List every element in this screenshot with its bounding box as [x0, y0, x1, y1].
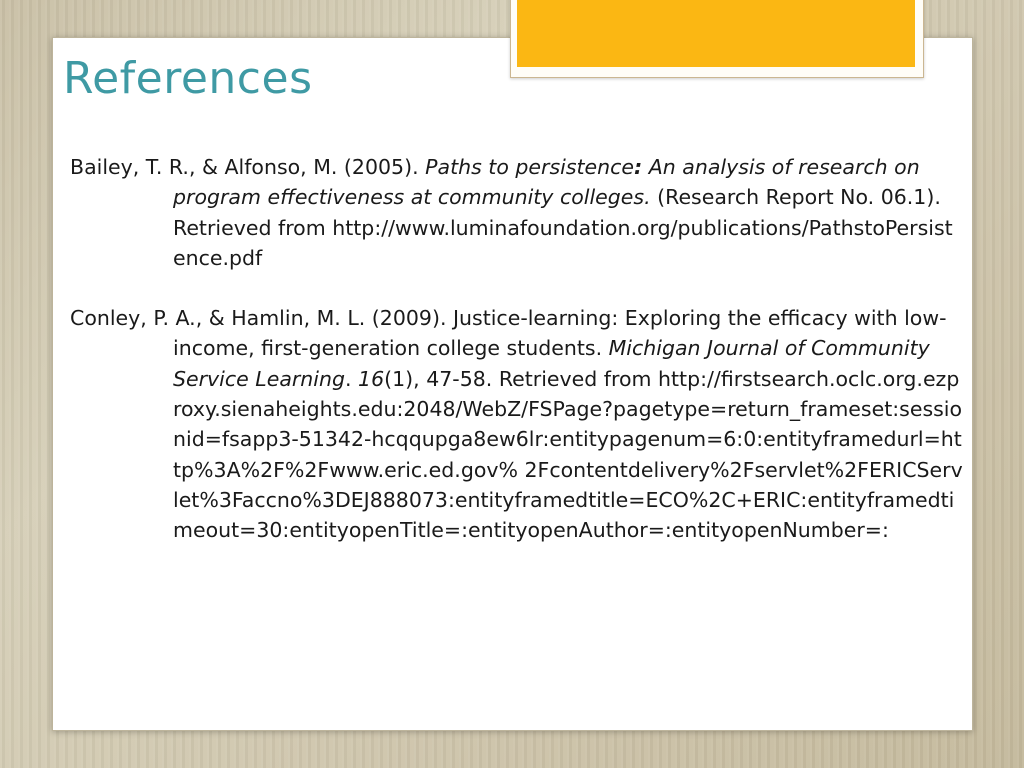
ref-journal-sep: .: [345, 366, 359, 391]
accent-bar: [517, 0, 915, 67]
reference-list: [70, 152, 965, 576]
ref-title-part2: An analysis of research on program effectiveness at community colleges.: [173, 155, 920, 210]
ref-title-colon: :: [634, 155, 643, 179]
ref-url[interactable]: http://firstsearch.oclc.org.ezproxy.sienaheights.edu:2048/WebZ/FSPage?pagetype=return_frameset:sessionid=fsapp3-51342-hcqqupga8ew6lr:entitypagenum=6:0:entityframedurl=http%3A%2F%2Fwww.eric.ed.gov% 2Fcontentdelivery%2Fservlet%2FERICServlet%3Faccno%3DEJ888073:entityframedtitle=ECO%2C+ERIC:entityframedtimeout=30:entityopenTitle=:entityopenAuthor=:entityopenNumber=:: [173, 366, 963, 543]
ref-journal: Michigan Journal of Community Service Learning: [173, 336, 930, 391]
ref-issue-pages: (1), 47-58. Retrieved from: [384, 366, 659, 391]
ref-volume: 16: [358, 366, 385, 391]
reference-entry-bailey: [70, 152, 965, 273]
reference-entry-conley: [70, 303, 965, 545]
ref-report: (Research Report No. 06.1). Retrieved from: [173, 185, 941, 240]
ref-article-title: Justice-learning: Exploring the efficacy with low-income, first-generation college students.: [173, 306, 947, 361]
ref-authors-year: Conley, P. A., & Hamlin, M. L. (2009).: [70, 306, 453, 331]
ref-title-part1: Paths to persistence: [425, 155, 635, 179]
slide-title: References: [63, 53, 313, 104]
ref-authors-year: Bailey, T. R., & Alfonso, M. (2005).: [70, 155, 426, 179]
ref-url[interactable]: http://www.luminafoundation.org/publications/PathstoPersistence.pdf: [173, 215, 953, 270]
